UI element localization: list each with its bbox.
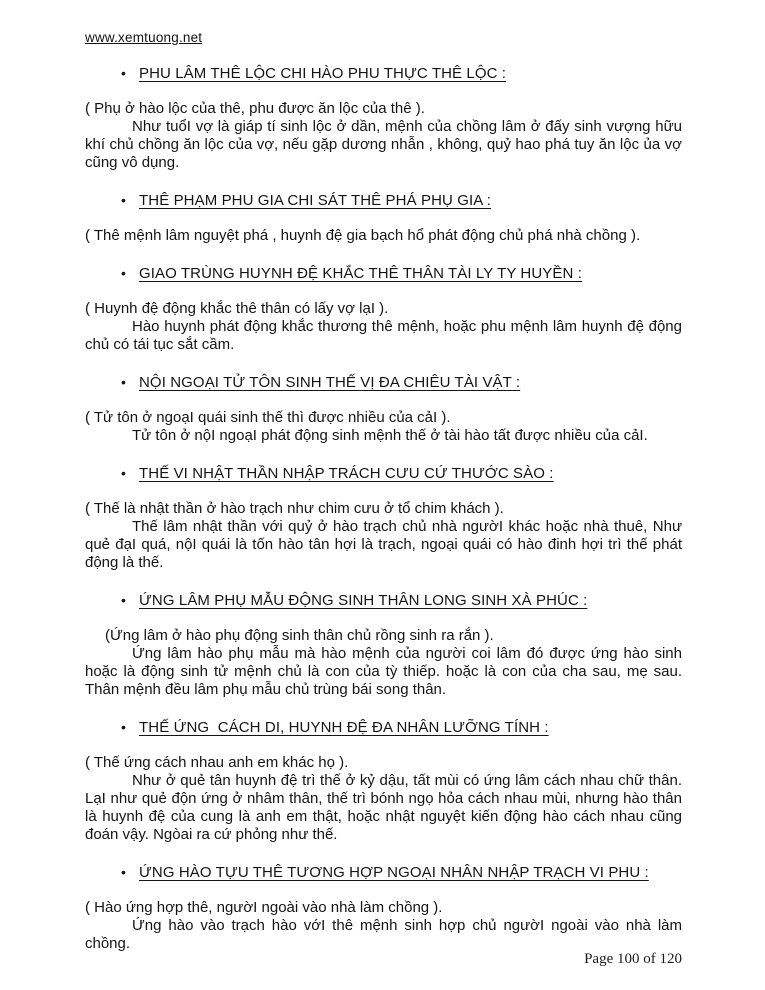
section-title: THẾ ỨNG CÁCH DI, HUYNH ĐỆ ĐA NHÂN LƯỠNG TÍNH : [139, 719, 549, 736]
section-body: Thế lâm nhật thần với quỷ ở hào trạch chủ nhà ngườI khác hoặc nhà thuê, Như quẻ đạI quá, nộI quái là tốn hào tân hợi là trạch, ngoại quái có hào đinh hợi trì thế phát động là thế. [85, 518, 682, 571]
section-title: THÊ PHẠM PHU GIA CHI SÁT THÊ PHÁ PHỤ GIA : [139, 192, 492, 209]
section-heading [121, 265, 682, 282]
bullet-icon: • [121, 864, 126, 880]
section-heading [121, 65, 682, 82]
paren-summary: ( Phụ ở hào lộc của thê, phu được ăn lộc của thê ). [85, 100, 425, 117]
section-heading [121, 374, 682, 391]
section-body: Ứng hào vào trạch hào vớI thê mệnh sinh hợp chủ ngườI ngoài vào nhà làm chồng. [85, 917, 682, 952]
paren-summary: ( Thế ứng cách nhau anh em khác họ ). [85, 754, 349, 771]
paren-summary: ( Thế là nhật thần ở hào trạch như chim cưu ở tổ chim khách ). [85, 500, 504, 517]
section-body: Như ở quẻ tân huynh đệ trì thế ở kỷ dậu, tất mùi có ứng lâm cách nhau chữ thân. LạI như quẻ độn ứng ở nhâm thân, thế trì bónh ngọ hỏa cách nhau mùi, nhưng hào thân là huynh đệ của cung là anh em thật, hoặc nhật nguyệt kiến động hào cách nhau cũng đoán vậy. Ngòai ra cứ phỏng như thế. [85, 772, 682, 843]
section-title: GIAO TRÙNG HUYNH ĐỆ KHẮC THÊ THÂN TÀI LY TY HUYỀN : [139, 265, 582, 282]
paren-summary: ( Huynh đệ động khắc thê thân có lấy vợ lạI ). [85, 300, 389, 317]
section-heading [121, 864, 682, 881]
section-title: ỨNG HÀO TỰU THÊ TƯƠNG HỢP NGOẠI NHÂN NHẬP TRẠCH VI PHU : [139, 864, 649, 881]
bullet-icon: • [121, 65, 126, 81]
bullet-icon: • [121, 719, 126, 735]
section-title: THẾ VI NHẬT THẦN NHẬP TRÁCH CƯU CỨ THƯỚC SÀO : [139, 465, 554, 482]
section-title: NỘI NGOẠI TỬ TÔN SINH THẾ VỊ ĐA CHIÊU TÀI VẬT : [139, 374, 521, 391]
paren-summary: ( Tử tôn ở ngoạI quái sinh thế thì được nhiều của cảI ). [85, 409, 451, 426]
section-heading [121, 192, 682, 209]
section-title: ỨNG LÂM PHỤ MẪU ĐỘNG SINH THÂN LONG SINH XÀ PHÚC : [139, 592, 588, 609]
bullet-icon: • [121, 374, 126, 390]
bullet-icon: • [121, 465, 126, 481]
page-number: Page 100 of 120 [584, 951, 682, 967]
section-body: Như tuổI vợ là giáp tí sinh lộc ở dần, mệnh của chồng lâm ở đấy sinh vượng hữu khí chủ chồng ăn lộc của vợ, nếu gặp dương nhẫn , không, quỷ hao phá tuy ăn lộc ủa vợ cũng vô dụng. [85, 118, 682, 171]
paren-summary: ( Thê mệnh lâm nguyệt phá , huynh đệ gia bạch hổ phát động chủ phá nhà chồng ). [85, 227, 641, 244]
paren-summary: ( Hào ứng hợp thê, ngườI ngoài vào nhà làm chồng ). [85, 899, 443, 916]
section-body: Ứng lâm hào phụ mẫu mà hào mệnh của người coi lâm đó được ứng hào sinh hoặc là động sinh tử mệnh chủ là con của tỳ thiếp. hoặc là con của cha sau, mẹ sau. Thân mệnh đều lâm phụ mẫu chủ trùng bái song thân. [85, 645, 682, 698]
section-heading [121, 592, 682, 609]
site-url: www.xemtuong.net [85, 30, 203, 45]
section-body: Tử tôn ở nộI ngoạI phát động sinh mệnh thế ở tài hào tất được nhiều của cảI. [132, 427, 648, 444]
bullet-icon: • [121, 192, 126, 208]
section-heading [121, 465, 682, 482]
bullet-icon: • [121, 265, 126, 281]
section-body: Hào huynh phát động khắc thương thê mệnh, hoặc phu mệnh lâm huynh đệ động chủ có tái tục sắt cầm. [85, 318, 682, 353]
section-title: PHU LÂM THÊ LỘC CHI HÀO PHU THỰC THÊ LỘC : [139, 65, 507, 82]
bullet-icon: • [121, 592, 126, 608]
paren-summary: (Ứng lâm ở hào phụ động sinh thân chủ rồng sinh ra rắn ). [105, 627, 494, 644]
section-heading [121, 719, 682, 736]
